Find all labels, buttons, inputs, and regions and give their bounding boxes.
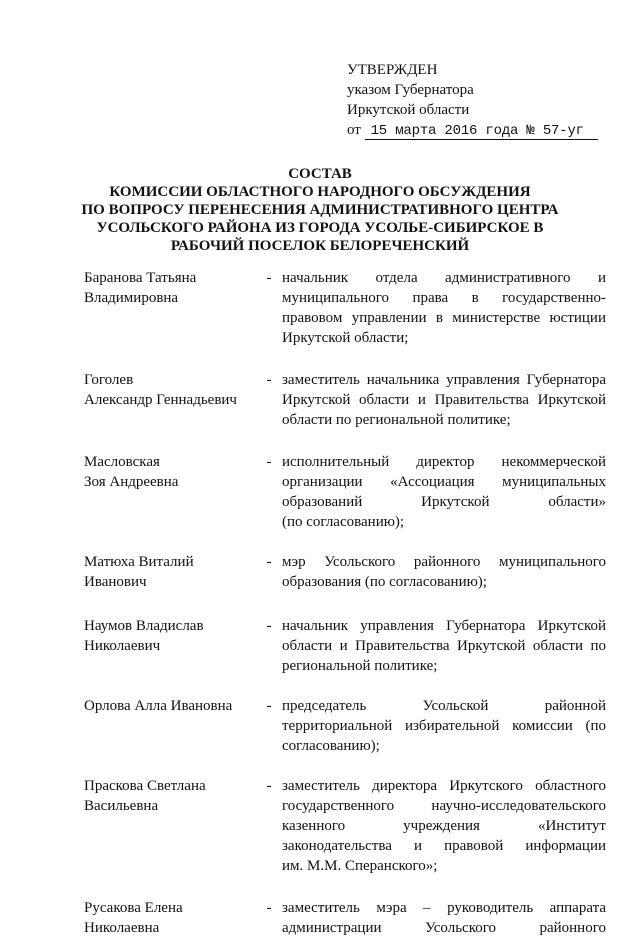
member-name — [84, 776, 256, 876]
title-line-3: ПО ВОПРОСУ ПЕРЕНЕСЕНИЯ АДМИНИСТРАТИВНОГО ЦЕНТРА — [81, 202, 559, 218]
member-position — [282, 452, 606, 532]
member-entry — [84, 452, 606, 532]
approval-date-value: 15 марта 2016 года № 57-уг — [365, 123, 598, 140]
member-dash: - — [266, 778, 272, 794]
member-entry — [84, 898, 606, 938]
member-name — [84, 552, 256, 592]
member-name-line: Зоя Андреевна — [84, 474, 179, 490]
member-name-line: Иванович — [84, 574, 147, 590]
document-title — [60, 165, 580, 255]
member-position — [282, 616, 606, 676]
member-name-line: Николаевич — [84, 638, 161, 654]
member-position-line: исполнительный директор некоммерческой — [282, 454, 606, 470]
member-name-line: Матюха Виталий — [84, 554, 194, 570]
member-name-line: Баранова Татьяна — [84, 270, 197, 286]
member-position-line: области и Правительства Иркутской области по — [282, 638, 606, 654]
approval-date-prefix: от — [347, 122, 361, 138]
member-position-line: согласованию); — [282, 738, 380, 754]
approval-by-decree: указом Губернатора — [347, 82, 474, 98]
member-position-line: образований Иркутской области» — [282, 494, 606, 510]
member-dash: - — [266, 900, 272, 916]
member-position-line: заместитель директора Иркутского областного — [282, 778, 606, 794]
member-position — [282, 268, 606, 348]
member-entry — [84, 552, 606, 592]
member-dash: - — [266, 554, 272, 570]
approval-heading: УТВЕРЖДЕН — [347, 62, 438, 78]
member-name-line: Владимировна — [84, 290, 179, 306]
title-line-5: РАБОЧИЙ ПОСЕЛОК БЕЛОРЕЧЕНСКИЙ — [170, 238, 470, 254]
member-name-line: Гоголев — [84, 372, 134, 388]
member-name-line: Русакова Елена — [84, 900, 183, 916]
member-dash: - — [266, 372, 272, 388]
member-position-line: заместитель мэра – руководитель аппарата — [282, 900, 606, 916]
member-entry — [84, 370, 606, 430]
title-line-2: КОМИССИИ ОБЛАСТНОГО НАРОДНОГО ОБСУЖДЕНИЯ — [109, 184, 531, 200]
member-position — [282, 552, 606, 592]
member-name-line: Николаевна — [84, 920, 160, 936]
member-position-line: региональной политике; — [282, 658, 438, 674]
title-line-4: УСОЛЬСКОГО РАЙОНА ИЗ ГОРОДА УСОЛЬЕ-СИБИРСКОЕ В — [96, 220, 544, 236]
member-position — [282, 370, 606, 430]
member-entry — [84, 776, 606, 876]
member-position-line: образования (по согласованию); — [282, 574, 487, 590]
member-position-line: законодательства и правовой информации — [282, 838, 606, 854]
member-position — [282, 776, 606, 876]
member-dash: - — [266, 618, 272, 634]
member-name — [84, 696, 256, 756]
member-dash: - — [266, 454, 272, 470]
title-line-1: СОСТАВ — [288, 166, 352, 182]
member-position-line: председатель Усольской районной — [282, 698, 606, 714]
member-dash: - — [266, 270, 272, 286]
member-position-line: муниципального права в государственно- — [282, 290, 606, 306]
member-position-line: области по региональной политике; — [282, 412, 511, 428]
members-list — [84, 268, 606, 938]
member-position-line: казенного учреждения «Институт — [282, 818, 606, 834]
member-position-line: территориальной избирательной комиссии (по — [282, 718, 606, 734]
member-name — [84, 898, 256, 938]
member-name-line: Масловская — [84, 454, 160, 470]
member-position — [282, 696, 606, 756]
member-position-line: (по согласованию); — [282, 514, 405, 530]
member-position — [282, 898, 606, 938]
approval-stamp — [347, 60, 598, 141]
member-name — [84, 370, 256, 430]
member-entry — [84, 616, 606, 676]
member-position-line: Иркутской области; — [282, 330, 409, 346]
member-position-line: начальник управления Губернатора Иркутской — [282, 618, 606, 634]
member-name-line: Орлова Алла Ивановна — [84, 698, 233, 714]
member-position-line: заместитель начальника управления Губернатора — [282, 372, 606, 388]
member-position-line: мэр Усольского районного муниципального — [282, 554, 606, 570]
member-name-line: Наумов Владислав — [84, 618, 204, 634]
member-position-line: администрации Усольского районного — [282, 920, 606, 936]
member-position-line: государственного научно-исследовательского — [282, 798, 606, 814]
member-position-line: Иркутской области и Правительства Иркутской — [282, 392, 606, 408]
member-position-line: начальник отдела административного и — [282, 270, 606, 286]
member-name-line: Васильевна — [84, 798, 159, 814]
member-position-line: организации «Ассоциация муниципальных — [282, 474, 606, 490]
member-name — [84, 452, 256, 532]
member-position-line: правовом управлении в министерстве юстиции — [282, 310, 606, 326]
member-dash: - — [266, 698, 272, 714]
member-entry — [84, 268, 606, 348]
member-name-line: Праскова Светлана — [84, 778, 206, 794]
approval-region: Иркутской области — [347, 102, 470, 118]
member-entry — [84, 696, 606, 756]
member-name — [84, 616, 256, 676]
member-name — [84, 268, 256, 348]
member-name-line: Александр Геннадьевич — [84, 392, 237, 408]
member-position-line: им. М.М. Сперанского»; — [282, 858, 438, 874]
approval-date-line — [347, 120, 598, 141]
